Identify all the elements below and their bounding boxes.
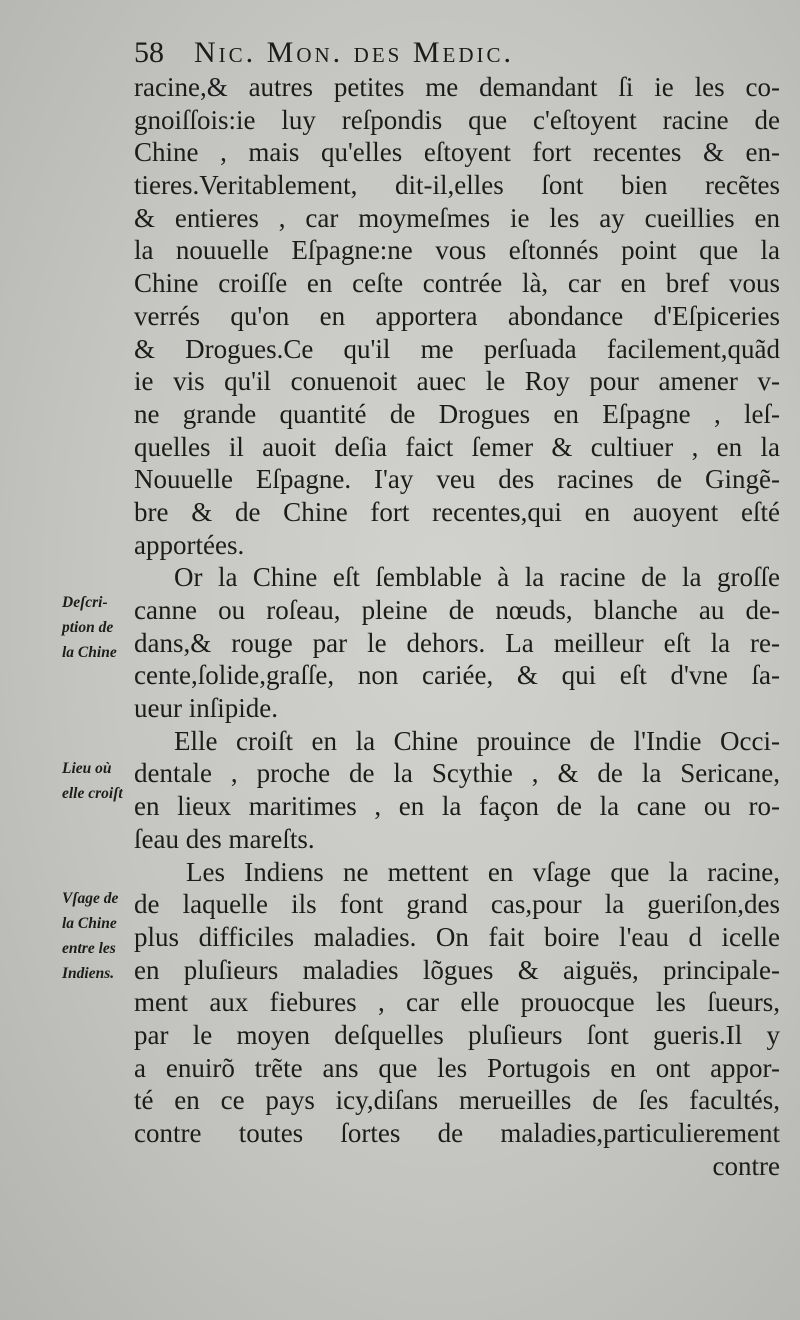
text-line: canne ou roſeau, pleine de nœuds, blanche au de- [134,595,780,625]
margin-note-line: Deſcri- [62,594,108,611]
text-line: plus difficiles maladies. On fait boire l'eau d icelle [134,921,780,952]
text-line: la nouuelle Eſpagne:ne vous eſtonnés point que la [134,235,780,266]
catchword: contre [712,1150,780,1181]
margin-note-line: entre les [62,940,116,957]
text-line: ment aux fiebures , car elle prouocque les ſueurs, [134,987,780,1018]
text-line: cente,ſolide,graſſe, non cariée, & qui eſt d'vne ſa- [134,660,780,691]
text-line: tieres.Veritablement, dit-il,elles ſont bien recẽtes [134,170,780,201]
text-line: & Drogues.Ce qu'il me perſuada facilement,quãd [134,333,780,364]
text-line: ueur inſipide. [134,693,278,724]
text-line: gnoiſſois:ie luy reſpondis que c'eſtoyent racine de [134,104,780,135]
paragraph-start-line: Les Indiens ne mettent en vſage que la racine, [186,856,780,887]
body-text [134,71,780,1182]
text-line: en lieux maritimes , en la façon de la cane ou ro- [134,791,780,822]
text-line: Nouuelle Eſpagne. I'ay veu des racines de Gingẽ- [134,464,780,495]
paragraph-start-line: Or la Chine eſt ſemblable à la racine de la groſſe [174,562,780,593]
text-line: ne grande quantité de Drogues en Eſpagne , leſ- [134,398,780,429]
text-line: dentale , proche de la Scythie , & de la Sericane, [134,758,780,789]
text-line: apportées. [134,529,245,560]
margin-note-line: elle croiſt [62,785,123,802]
text-line: & entieres , car moymeſmes ie les ay cueillies en [134,202,780,233]
page-number: 58 [134,36,164,69]
text-line: verrés qu'on en apportera abondance d'Eſpiceries [134,300,780,331]
text-line: quelles il auoit deſia faict ſemer & cultiuer , en la [134,431,780,462]
text-line: ſeau des mareſts. [134,823,315,854]
text-line: ie vis qu'il conuenoit auec le Roy pour amener v- [134,366,780,397]
margin-note-line: Vſage de [62,890,119,907]
text-line: de laquelle ils font grand cas,pour la gueriſon,des [134,889,780,920]
text-line: bre & de Chine fort recentes,qui en auoyent eſté [134,496,780,527]
text-line: Chine , mais qu'elles eſtoyent fort recentes & en- [134,137,780,168]
text-line: dans,& rouge par le dehors. La meilleur eſt la re- [134,627,780,658]
margin-note-line: la Chine [62,644,117,661]
text-line: té en ce pays icy,diſans merueilles de ſes facultés, [134,1085,780,1116]
margin-note-location [62,756,150,806]
margin-note-line: ption de [62,619,114,636]
text-line: par le moyen deſquelles pluſieurs ſont gueris.Il y [134,1019,780,1050]
margin-note-usage [62,886,150,986]
text-line: en pluſieurs maladies lõgues & aiguës, principale- [134,954,780,985]
text-line: racine,& autres petites me demandant ſi ie les co- [134,72,780,102]
page-header [134,38,514,68]
text-line: contre toutes ſortes de maladies,particulierement [134,1118,780,1148]
margin-note-description [62,590,150,665]
margin-note-line: Indiens. [62,965,115,982]
text-line: a enuirõ trẽte ans que les Portugois en ont appor- [134,1052,780,1083]
margin-note-line: la Chine [62,915,117,932]
running-title: Nic. Mon. des Medic. [194,36,515,69]
margin-note-line: Lieu où [62,760,112,777]
paragraph-start-line: Elle croiſt en la Chine prouince de l'Indie Occi- [174,725,780,756]
text-line: Chine croiſſe en ceſte contrée là, car en bref vous [134,268,780,299]
